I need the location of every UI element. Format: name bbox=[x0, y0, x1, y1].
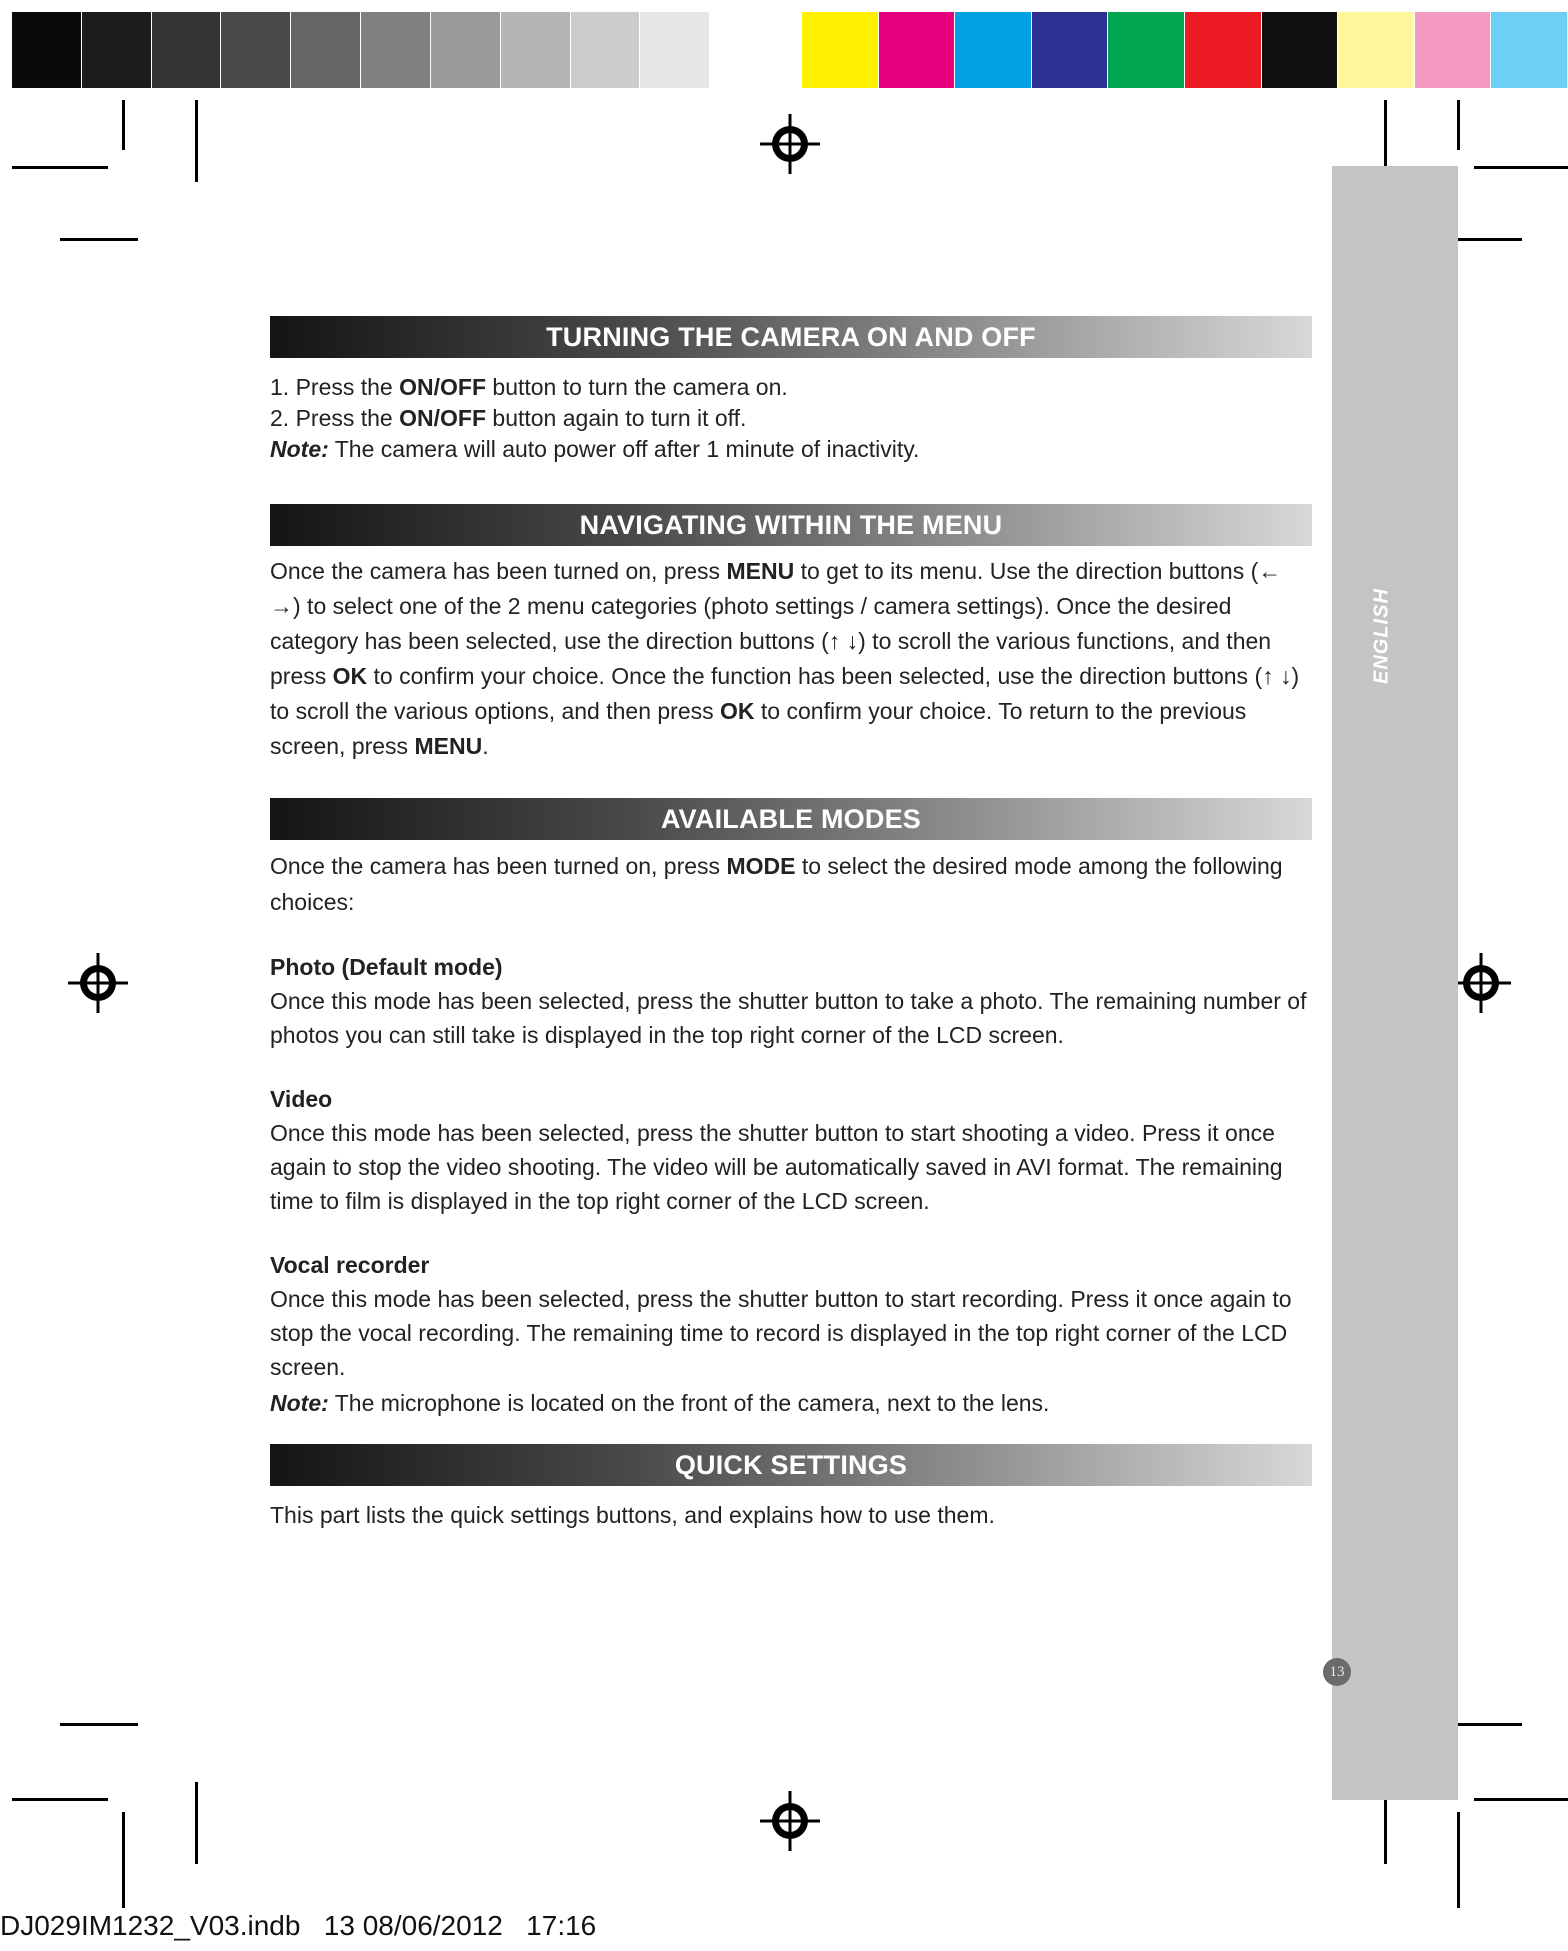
navigating-paragraph: Once the camera has been turned on, press MENU to get to its menu. Use the direction buttons (← →) to select one of the 2 menu categories (photo settings / camera settings). Once the desired category has been selected, use the direction buttons (↑ ↓) to scroll the various functions, and then press OK to confirm your choice. Once the function has been selected, use the direction buttons (↑ ↓) to scroll the various options, and then press OK to confirm your choice. To return to the previous screen, press MENU. bbox=[270, 558, 1300, 759]
crop-mark bbox=[195, 100, 198, 182]
calibration-swatch bbox=[501, 12, 571, 88]
registration-mark-icon bbox=[758, 112, 822, 176]
grayscale-calibration-bar bbox=[12, 12, 780, 88]
crop-mark bbox=[1474, 166, 1568, 169]
section-heading-turning: TURNING THE CAMERA ON AND OFF bbox=[270, 316, 1312, 358]
crop-mark bbox=[1457, 1812, 1460, 1908]
calibration-swatch bbox=[1491, 12, 1568, 88]
crop-mark bbox=[60, 238, 138, 241]
crop-mark bbox=[1474, 1798, 1568, 1801]
color-calibration-bar bbox=[802, 12, 1568, 88]
note-microphone: Note: The microphone is located on the front of the camera, next to the lens. bbox=[270, 1390, 1050, 1416]
crop-mark bbox=[60, 1723, 138, 1726]
calibration-swatch bbox=[1185, 12, 1262, 88]
calibration-swatch bbox=[1032, 12, 1109, 88]
step-1: 1. Press the ON/OFF button to turn the camera on. bbox=[270, 374, 788, 400]
calibration-swatch bbox=[361, 12, 431, 88]
quick-settings-text: This part lists the quick settings buttons, and explains how to use them. bbox=[270, 1502, 995, 1528]
crop-mark bbox=[122, 100, 125, 150]
vocal-recorder-heading: Vocal recorder bbox=[270, 1252, 430, 1278]
page-number: 13 bbox=[1323, 1658, 1351, 1686]
calibration-swatch bbox=[152, 12, 222, 88]
step-2: 2. Press the ON/OFF button again to turn it off. bbox=[270, 405, 747, 431]
note-auto-power-off: Note: The camera will auto power off after 1 minute of inactivity. bbox=[270, 436, 920, 462]
modes-intro: Once the camera has been turned on, press MODE to select the desired mode among the following choices: bbox=[270, 853, 1283, 915]
crop-mark bbox=[12, 166, 108, 169]
manual-content bbox=[270, 316, 1312, 1532]
registration-mark-icon bbox=[66, 951, 130, 1015]
photo-mode-heading: Photo (Default mode) bbox=[270, 954, 503, 980]
calibration-swatch bbox=[1415, 12, 1492, 88]
calibration-swatch bbox=[431, 12, 501, 88]
calibration-swatch bbox=[221, 12, 291, 88]
calibration-swatch bbox=[12, 12, 82, 88]
registration-mark-icon bbox=[758, 1789, 822, 1853]
calibration-swatch bbox=[291, 12, 361, 88]
calibration-swatch bbox=[1338, 12, 1415, 88]
print-slug: DJ029IM1232_V03.indb 13 08/06/2012 17:16 bbox=[0, 1910, 597, 1941]
language-label: ENGLISH bbox=[1370, 588, 1393, 684]
section-heading-modes: AVAILABLE MODES bbox=[270, 798, 1312, 840]
calibration-swatch bbox=[82, 12, 152, 88]
crop-mark bbox=[195, 1782, 198, 1864]
calibration-swatch bbox=[710, 12, 780, 88]
crop-mark bbox=[1457, 100, 1460, 150]
calibration-swatch bbox=[571, 12, 641, 88]
calibration-swatch bbox=[1108, 12, 1185, 88]
section-heading-navigating: NAVIGATING WITHIN THE MENU bbox=[270, 504, 1312, 546]
vocal-recorder-text: Once this mode has been selected, press the shutter button to start recording. Press it once again to stop the vocal recording. The remaining time to record is displayed in the top right corner of the LCD screen. bbox=[270, 1286, 1292, 1380]
language-sidebar bbox=[1332, 166, 1458, 1800]
photo-mode-text: Once this mode has been selected, press the shutter button to take a photo. The remaining number of photos you can still take is displayed in the top right corner of the LCD screen. bbox=[270, 988, 1307, 1048]
section-heading-quick-settings: QUICK SETTINGS bbox=[270, 1444, 1312, 1486]
calibration-swatch bbox=[879, 12, 956, 88]
calibration-swatch bbox=[640, 12, 710, 88]
video-mode-text: Once this mode has been selected, press the shutter button to start shooting a video. Press it once again to stop the video shooting. The video will be automatically saved in AVI format. The remaining time to film is displayed in the top right corner of the LCD screen. bbox=[270, 1120, 1283, 1214]
registration-mark-icon bbox=[1449, 951, 1513, 1015]
calibration-swatch bbox=[802, 12, 879, 88]
crop-mark bbox=[12, 1798, 108, 1801]
video-mode-heading: Video bbox=[270, 1086, 333, 1112]
calibration-swatch bbox=[1262, 12, 1339, 88]
crop-mark bbox=[122, 1812, 125, 1908]
calibration-swatch bbox=[955, 12, 1032, 88]
